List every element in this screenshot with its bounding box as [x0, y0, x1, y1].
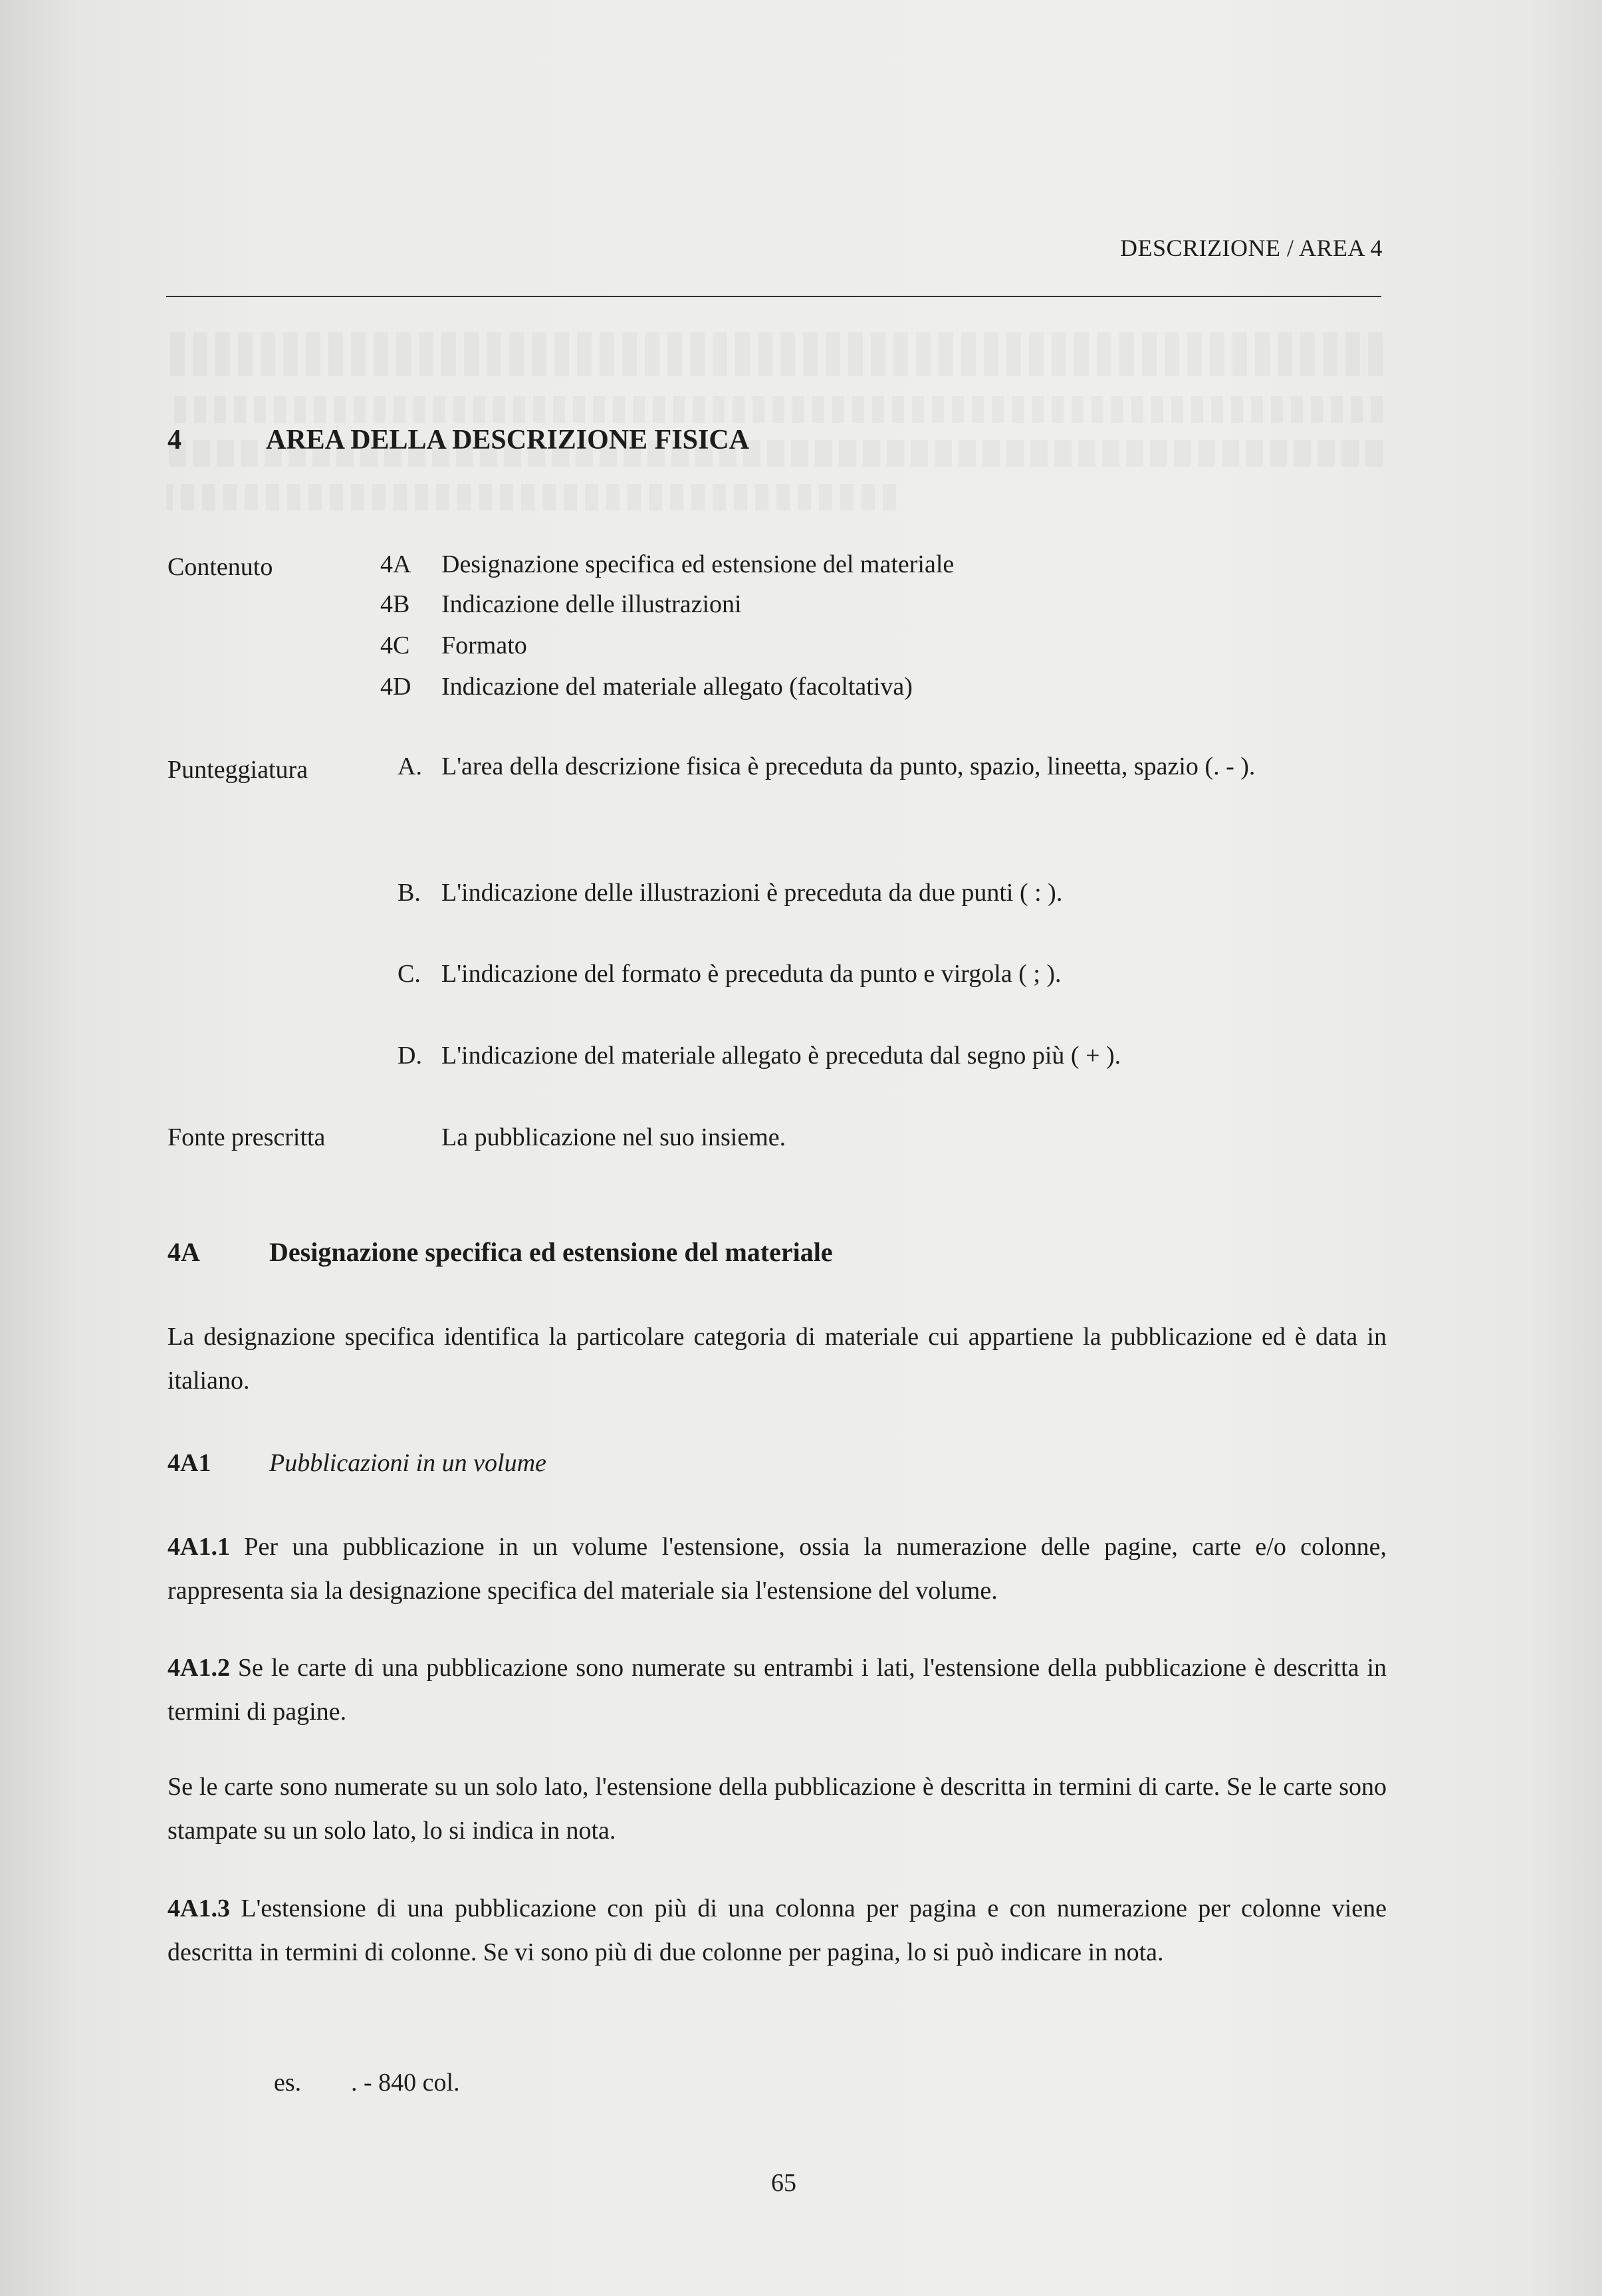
para-4a1-3-number: 4A1.3 [168, 1894, 230, 1922]
punteggiatura-letter: A. [398, 752, 422, 780]
para-4a1-3-text: L'estensione di una pubblicazione con più di una colonna per pagina e con numerazione per colonne viene descritta in termini di colonne. Se vi sono più di due colonne per pagina, lo si può indicare in nota. [168, 1894, 1387, 1966]
contenuto-code: 4D [380, 673, 411, 701]
punteggiatura-text: L'indicazione delle illustrazioni è preceduta da due punti ( : ). [441, 879, 1063, 907]
fonte-text: La pubblicazione nel suo insieme. [441, 1123, 786, 1151]
section-title: AREA DELLA DESCRIZIONE FISICA [266, 425, 750, 455]
para-carte: Se le carte sono numerate su un solo lato, l'estensione della pubblicazione è descritta in termini di carte. Se le carte sono stampate su un solo lato, lo si indica in nota. [168, 1773, 1387, 1845]
punteggiatura-letter: C. [398, 960, 421, 988]
contenuto-code: 4B [380, 590, 410, 618]
example-value: . - 840 col. [351, 2069, 460, 2097]
section-4a1-number: 4A1 [168, 1449, 211, 1477]
para-4a1-2-number: 4A1.2 [168, 1654, 230, 1682]
para-4a1-2-text: Se le carte di una pubblicazione sono numerate su entrambi i lati, l'estensione della pubblicazione è descritta in termini di pagine. [168, 1654, 1387, 1726]
header-rule [166, 296, 1381, 297]
section-4a-intro: La designazione specifica identifica la particolare categoria di materiale cui appartiene la pubblicazione ed è data in italiano. [168, 1323, 1387, 1395]
punteggiatura-text: L'indicazione del formato è preceduta da punto e virgola ( ; ). [441, 960, 1062, 988]
para-4a1-3 [168, 1887, 1387, 1974]
section-number: 4 [168, 425, 181, 455]
contenuto-label: Contenuto [168, 553, 273, 581]
para-4a1-1-text: Per una pubblicazione in un volume l'estensione, ossia la numerazione delle pagine, carte e/o colonne, rappresenta sia la designazione specifica del materiale sia l'estensione del volume. [168, 1533, 1387, 1605]
running-head: DESCRIZIONE / AREA 4 [1119, 235, 1383, 261]
contenuto-text: Indicazione delle illustrazioni [441, 590, 742, 618]
punteggiatura-text: L'indicazione del materiale allegato è preceduta dal segno più ( + ). [441, 1042, 1121, 1070]
contenuto-text: Designazione specifica ed estensione del materiale [441, 550, 955, 578]
contenuto-code: 4A [380, 550, 411, 578]
contenuto-code: 4C [380, 631, 410, 659]
punteggiatura-letter: D. [398, 1042, 422, 1070]
section-4a-number: 4A [168, 1237, 200, 1267]
punteggiatura-label: Punteggiatura [168, 756, 308, 784]
page-number: 65 [771, 2169, 796, 2197]
para-4a1-1-number: 4A1.1 [168, 1533, 230, 1561]
section-4a-title: Designazione specifica ed estensione del materiale [269, 1237, 833, 1267]
para-4a1-1 [168, 1525, 1387, 1613]
para-4a1-2 [168, 1646, 1387, 1734]
example-label: es. [274, 2069, 302, 2097]
fonte-label: Fonte prescritta [168, 1123, 326, 1151]
punteggiatura-letter: B. [398, 879, 421, 907]
contenuto-text: Indicazione del materiale allegato (facoltativa) [441, 673, 913, 701]
section-4a1-title: Pubblicazioni in un volume [269, 1449, 546, 1477]
contenuto-text: Formato [441, 631, 527, 659]
punteggiatura-text: L'area della descrizione fisica è preceduta da punto, spazio, lineetta, spazio (. - ). [441, 752, 1256, 780]
